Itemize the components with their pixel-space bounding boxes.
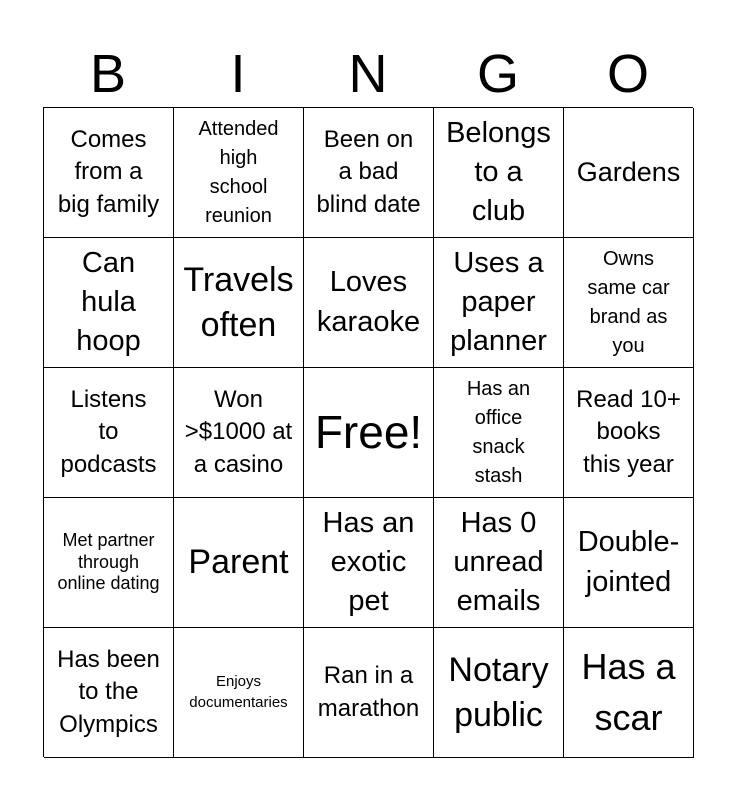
cell-text: Notary public bbox=[448, 651, 549, 734]
bingo-cell-r2c2[interactable] bbox=[174, 238, 304, 368]
cell-text: Can hula hoop bbox=[76, 246, 141, 358]
cell-text: Loves karaoke bbox=[316, 266, 421, 338]
cell-text: Has an office snack stash bbox=[466, 377, 531, 487]
header-letter-b: B bbox=[89, 44, 127, 104]
bingo-cell-r2c4[interactable] bbox=[434, 238, 564, 368]
header-letter-n: N bbox=[348, 44, 388, 104]
cell-text: Won >$1000 at a casino bbox=[184, 385, 293, 478]
cell-text: Belongs to a club bbox=[446, 116, 551, 228]
bingo-cell-r1c1[interactable] bbox=[44, 108, 174, 238]
bingo-cell-r5c2[interactable] bbox=[174, 628, 304, 758]
bingo-cell-r2c1[interactable] bbox=[44, 238, 174, 368]
bingo-cell-r4c5[interactable] bbox=[564, 498, 694, 628]
bingo-cell-r1c5[interactable] bbox=[564, 108, 694, 238]
cell-text: Ran in a marathon bbox=[317, 662, 420, 722]
bingo-cell-r5c3[interactable] bbox=[304, 628, 434, 758]
bingo-cell-r1c4[interactable] bbox=[434, 108, 564, 238]
cell-text: Uses a paper planner bbox=[450, 246, 547, 358]
cell-text: Has been to the Olympics bbox=[57, 645, 160, 738]
cell-text: Been on a bad blind date bbox=[316, 125, 421, 218]
bingo-cell-r5c5[interactable] bbox=[564, 628, 694, 758]
bingo-cell-r4c2[interactable] bbox=[174, 498, 304, 628]
bingo-cell-free[interactable] bbox=[304, 368, 434, 498]
bingo-cell-r3c5[interactable] bbox=[564, 368, 694, 498]
cell-text: Double- jointed bbox=[577, 526, 680, 598]
cell-text: Read 10+ books this year bbox=[576, 385, 681, 478]
cell-text: Attended high school reunion bbox=[198, 117, 279, 227]
header-letter-g: G bbox=[476, 44, 519, 104]
bingo-cell-r3c4[interactable] bbox=[434, 368, 564, 498]
bingo-cell-r2c5[interactable] bbox=[564, 238, 694, 368]
bingo-cell-r1c3[interactable] bbox=[304, 108, 434, 238]
cell-text: Has 0 unread emails bbox=[453, 506, 544, 618]
cell-text: Travels often bbox=[183, 261, 294, 344]
cell-text: Has an exotic pet bbox=[322, 506, 415, 618]
cell-text: Gardens bbox=[576, 156, 681, 187]
header-letter-o: O bbox=[606, 44, 649, 104]
cell-text: Owns same car brand as you bbox=[587, 247, 670, 357]
bingo-header bbox=[43, 40, 693, 108]
cell-text: Has a scar bbox=[581, 646, 676, 738]
bingo-cell-r3c1[interactable] bbox=[44, 368, 174, 498]
free-space-label: Free! bbox=[314, 405, 423, 458]
cell-text: Parent bbox=[188, 543, 289, 582]
bingo-cell-r5c1[interactable] bbox=[44, 628, 174, 758]
cell-text: Comes from a big family bbox=[57, 125, 160, 218]
bingo-cell-r3c2[interactable] bbox=[174, 368, 304, 498]
bingo-cell-r5c4[interactable] bbox=[434, 628, 564, 758]
bingo-card-grid bbox=[43, 107, 693, 757]
bingo-cell-r4c1[interactable] bbox=[44, 498, 174, 628]
bingo-cell-r4c4[interactable] bbox=[434, 498, 564, 628]
cell-text: Listens to podcasts bbox=[60, 385, 157, 478]
bingo-cell-r2c3[interactable] bbox=[304, 238, 434, 368]
bingo-cell-r4c3[interactable] bbox=[304, 498, 434, 628]
cell-text: Enjoys documentaries bbox=[189, 673, 288, 711]
bingo-cell-r1c2[interactable] bbox=[174, 108, 304, 238]
header-letter-i: I bbox=[230, 44, 246, 104]
cell-text: Met partner through online dating bbox=[57, 530, 160, 594]
